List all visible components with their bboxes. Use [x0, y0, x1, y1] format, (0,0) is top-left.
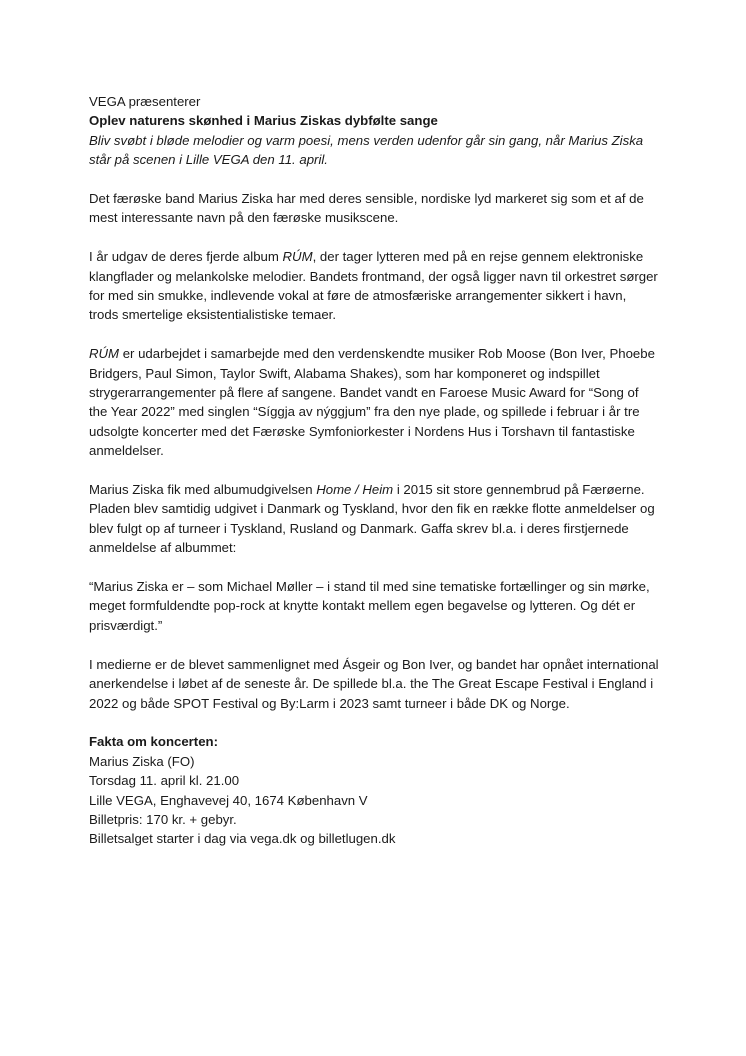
fact-artist: Marius Ziska (FO) [89, 753, 195, 769]
paragraph-album-text-after: , der tager lytteren med på en rejse gennem elektroniske klangflader og melankolske melodier. Bandets frontmand, der også ligger navn til orkestret sørger for med sin smukke, indlevende vokal at føre de atmosfæriske arrangementer sikkert i havn, trods smertelige eksistentialistiske temaer. [89, 249, 658, 323]
album-title: RÚM [282, 249, 313, 265]
presenter-line: VEGA præsenterer [89, 94, 201, 109]
paragraph-collaboration [89, 344, 659, 460]
album-title: Home / Heim [316, 482, 394, 498]
facts-heading: Fakta om koncerten: [89, 734, 218, 750]
paragraph-album-text-before: I år udgav de deres fjerde album [89, 249, 283, 265]
teaser: Bliv svøbt i bløde melodier og varm poesi, mens verden udenfor går sin gang, når Marius Ziska står på scenen i Lille VEGA den 11. april. [89, 132, 644, 168]
intro-block [89, 92, 659, 170]
fact-ticket-sales: Billetsalget starter i dag via vega.dk og billetlugen.dk [89, 831, 396, 847]
press-release [89, 92, 659, 849]
album-title: RÚM [89, 346, 120, 362]
paragraph-breakthrough-text-before: Marius Ziska fik med albumudgivelsen [89, 482, 317, 498]
paragraph-album [89, 247, 659, 325]
paragraph-sound: Det færøske band Marius Ziska har med deres sensible, nordiske lyd markeret sig som et af de mest interessante navn på den færøske musikscene. [89, 191, 644, 226]
paragraph-breakthrough [89, 480, 659, 558]
fact-venue: Lille VEGA, Enghavevej 40, 1674 København V [89, 792, 368, 808]
review-quote: “Marius Ziska er – som Michael Møller – i stand til med sine tematiske fortællinger og sin mørke, meget formfuldendte pop-rock at knytte kontakt mellem egen begavelse og lytteren. Og dét er prisværdigt.” [89, 579, 650, 633]
fact-price: Billetpris: 170 kr. + gebyr. [89, 811, 237, 827]
fact-date: Torsdag 11. april kl. 21.00 [89, 773, 240, 789]
facts-block [89, 732, 659, 848]
headline: Oplev naturens skønhed i Marius Ziskas dybfølte sange [89, 113, 438, 129]
paragraph-recognition: I medierne er de blevet sammenlignet med Ásgeir og Bon Iver, og bandet har opnået international anerkendelse i løbet af de seneste år. De spillede bl.a. the The Great Escape Festival i England i 2022 og både SPOT Festival og By:Larm i 2023 samt turneer i både DK og Norge. [89, 656, 659, 711]
paragraph-breakthrough-text-after: i 2015 sit store gennembrud på Færøerne. Pladen blev samtidig udgivet i Danmark og Tyskland, hvor den fik en række flotte anmeldelser og blev fulgt op af turneer i Tyskland, Rusland og Danmark. Gaffa skrev bl.a. i deres firstjernede anmeldelse af albummet: [89, 482, 655, 556]
paragraph-collaboration-text: er udarbejdet i samarbejde med den verdenskendte musiker Rob Moose (Bon Iver, Phoebe Bridgers, Paul Simon, Taylor Swift, Alabama Shakes), som har komponeret og indspillet strygerarrangementer på flere af sangene. Bandet vandt en Faroese Music Award for “Song of the Year 2022” med singlen “Síggja av nýggjum” fra den nye plade, og spillede i februar i år tre udsolgte koncerter med det Færøske Symfoniorkester i Nordens Hus i Torshavn til fantastiske anmeldelser. [89, 346, 655, 459]
